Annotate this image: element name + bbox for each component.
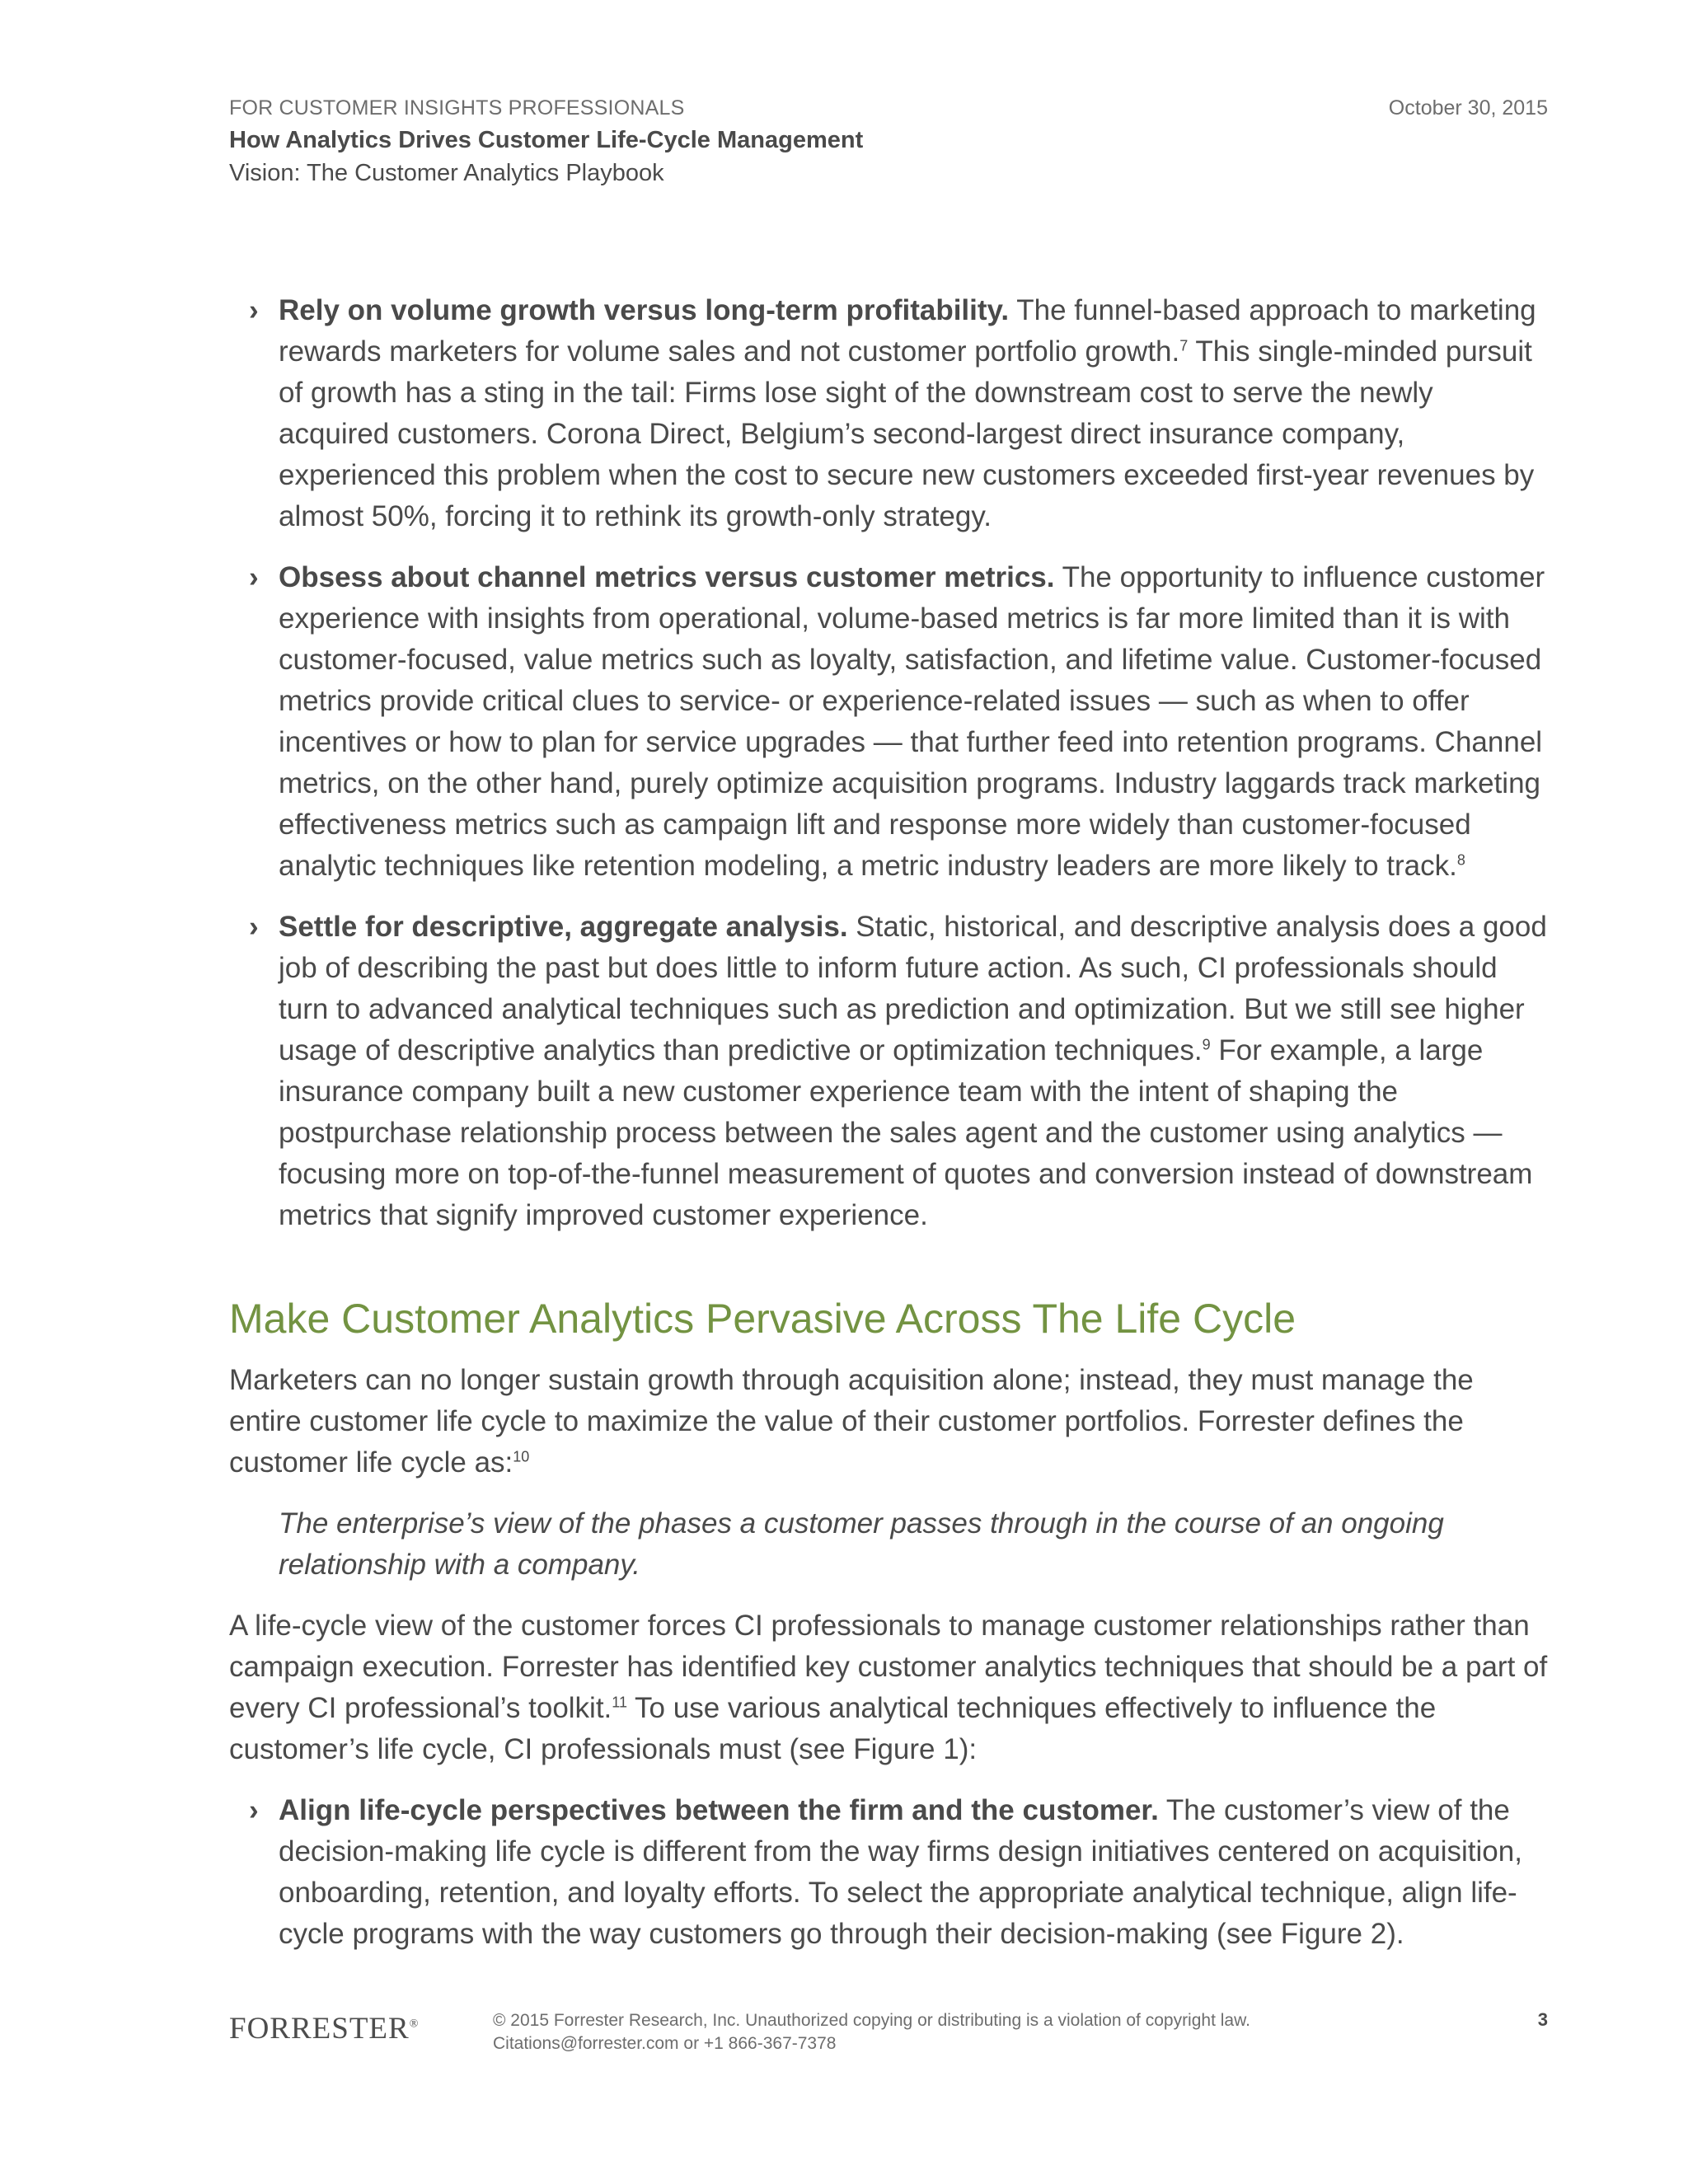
footnote-ref[interactable]: 7 [1179, 337, 1189, 354]
section-heading: Make Customer Analytics Pervasive Across The Life Cycle [229, 1296, 1296, 1342]
bullet-item [229, 1790, 1548, 1955]
bullet-lead: Obsess about channel metrics versus customer metrics. [279, 561, 1055, 593]
page-header [229, 92, 1548, 190]
page-number: 3 [1537, 2009, 1548, 2030]
bullet-lead: Settle for descriptive, aggregate analysis. [279, 911, 848, 943]
bullet-chevron-icon: › [249, 561, 259, 593]
report-subtitle: Vision: The Customer Analytics Playbook [229, 160, 664, 186]
copyright-notice: © 2015 Forrester Research, Inc. Unauthorized copying or distributing is a violation of copyright law. [493, 2011, 1250, 2030]
report-title: How Analytics Drives Customer Life-Cycle Management [229, 127, 864, 153]
page-content [229, 290, 1548, 1975]
bullet-chevron-icon: › [249, 294, 259, 326]
body-paragraph [229, 1360, 1548, 1483]
paragraph-text: To use various analytical techniques effectively to influence the customer’s life cycle, CI professionals must (see Figure 1): [229, 1692, 1437, 1765]
bullet-lead: Align life-cycle perspectives between the firm and the customer. [279, 1794, 1159, 1826]
paragraph-text: Marketers can no longer sustain growth through acquisition alone; instead, they must manage the entire customer life cycle to maximize the value of their customer portfolios. Forrester defines the customer life cycle as: [229, 1364, 1474, 1479]
header-date: October 30, 2015 [1388, 96, 1548, 120]
bullet-lead: Rely on volume growth versus long-term profitability. [279, 294, 1010, 326]
bullet-chevron-icon: › [249, 1794, 259, 1826]
body-paragraph [229, 1605, 1548, 1770]
bullet-text: For example, a large insurance company built a new customer experience team with the intent of shaping the postpurchase relationship process between the sales agent and the customer using analytics — focusing more on top-of-the-funnel measurement of quotes and conversion instead of downstream metrics that signify improved customer experience. [279, 1034, 1533, 1231]
footnote-ref[interactable]: 9 [1202, 1036, 1211, 1053]
paragraph-text: A life-cycle view of the customer forces CI professionals to manage customer relationships rather than campaign execution. Forrester has identified key customer analytics techniques that should be a part of every CI professional’s toolkit. [229, 1610, 1548, 1724]
bullet-text: The funnel-based approach to marketing rewards marketers for volume sales and not customer portfolio growth. [279, 294, 1536, 368]
citations-contact[interactable]: Citations@forrester.com or +1 866-367-7378 [493, 2034, 837, 2053]
footnote-ref[interactable]: 11 [612, 1694, 627, 1711]
bullet-text: The opportunity to influence customer experience with insights from operational, volume-based metrics is far more limited than it is with customer-focused, value metrics such as loyalty, satisfaction, and lifetime value. Customer-focused metrics provide critical clues to service- or experience-related issues — such as when to offer incentives or how to plan for service upgrades — that further feed into retention programs. Channel metrics, on the other hand, purely optimize acquisition programs. Industry laggards track marketing effectiveness metrics such as campaign lift and response more widely than customer-focused analytic techniques like retention modeling, a metric industry leaders are more likely to track. [279, 561, 1545, 882]
bullet-item [229, 907, 1548, 1236]
bullet-text: The customer’s view of the decision-making life cycle is different from the way firms design initiatives centered on acquisition, onboarding, retention, and loyalty efforts. To select the appropriate analytical technique, align life-cycle programs with the way customers go through their decision-making (see Figure 2). [279, 1794, 1522, 1950]
bullet-text: This single-minded pursuit of growth has a sting in the tail: Firms lose sight of the downstream cost to serve the newly acquired customers. Corona Direct, Belgium’s second-largest direct insurance company, experienced this problem when the cost to secure new customers exceeded first-year revenues by almost 50%, forcing it to rethink its growth-only strategy. [279, 335, 1535, 532]
bullet-text: Static, historical, and descriptive analysis does a good job of describing the past but does little to inform future action. As such, CI professionals should turn to advanced analytical techniques such as prediction and optimization. But we still see higher usage of descriptive analytics than predictive or optimization techniques. [279, 911, 1547, 1066]
page-footer [229, 2009, 1548, 2067]
footnote-ref[interactable]: 8 [1456, 851, 1465, 869]
bullet-chevron-icon: › [249, 911, 259, 943]
bullet-item [229, 557, 1548, 887]
footer-legal [493, 2009, 1250, 2055]
definition-quote: The enterprise’s view of the phases a customer passes through in the course of an ongoing relationship with a company. [279, 1507, 1444, 1581]
header-category: FOR CUSTOMER INSIGHTS PROFESSIONALS [229, 96, 685, 120]
bullet-item [229, 290, 1548, 537]
footnote-ref[interactable]: 10 [513, 1448, 530, 1465]
logo-wordmark: FORRESTER [229, 2012, 410, 2046]
forrester-logo [229, 2011, 419, 2046]
registered-mark: ® [409, 2018, 420, 2031]
